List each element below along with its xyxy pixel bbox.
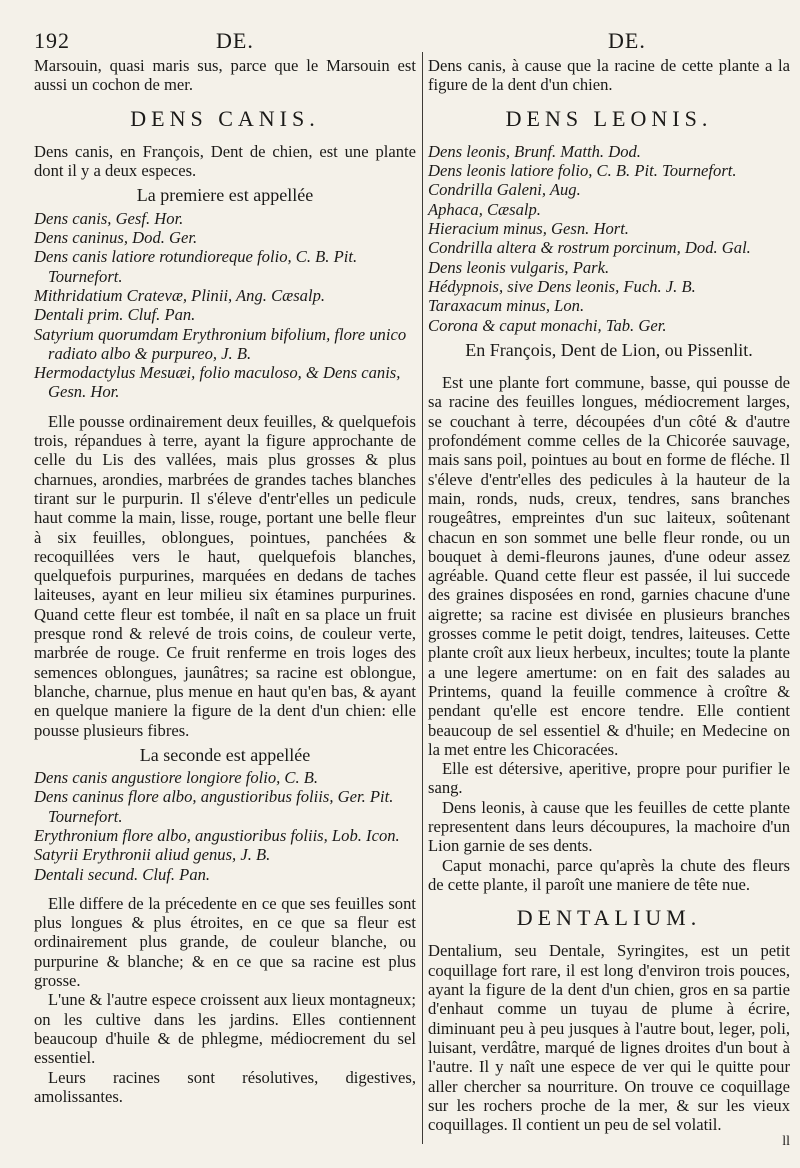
synonym-line: Dens leonis, Brunf. Matth. Dod. bbox=[428, 141, 641, 161]
synonym-line: Satyrii Erythronii aliud genus, J. B. bbox=[34, 845, 271, 865]
synonym-line: Hédypnois, sive Dens leonis, Fuch. J. B. bbox=[428, 276, 696, 296]
synonym-line: Hieracium minus, Gesn. Hort. bbox=[428, 219, 629, 239]
running-head-left: DE. bbox=[216, 28, 254, 53]
synonym-line: Erythronium flore albo, angustioribus foliis, Lob. Icon. bbox=[34, 825, 400, 845]
left-column bbox=[34, 56, 416, 1106]
paragraph: Est une plante fort commune, basse, qui pousse de sa racine des feuilles longues, médiocrement larges, se couchant à terre, découpées d'un côté & d'autre profondément comme celles de la Chicorée sauvage, mais sans poil, pointues au bout en forme de fléche. Il s'éleve d'entr'elles des pedicules à la hauteur de la main, ronds, nuds, creux, tendres, sans branches rougeâtres, empreintes d'un suc laiteux, soûtenant chacun en son sommet une belle fleur ronde, ou un bouquet à demi-fleurons jaunes, d'une odeur assez agréable. Quand cette fleur est passée, il lui succede des graines disposées en rond, garnies chacune d'une aigrette; sa racine est divisée en plusieurs branches grosses comme le petit doigt, tendres, laiteuses. Cette plante croît aux lieux herbeux, incultes; toute la plante a une legere amertume: on en fait des salades au Printems, quand la feuille commence à croître & pendant qu'elle est encore tendre. Elle contient beaucoup de sel essentiel & d'huile; en Medecine on la met entre les Chicoracées. bbox=[428, 373, 790, 759]
spacer bbox=[34, 402, 416, 412]
paragraph: Elle pousse ordinairement deux feuilles, & quelquefois trois, répandues à terre, ayant la figure approchante de celle du Lis des vallées, mais plus grosses & plus charnues, arondies, marbrées de grandes taches blanches tirant sur le purpurin. Il s'éleve d'entr'elles un pedicule haut comme la main, lisse, rouge, portant une belle fleur à six feuilles, oblongues, pointues, panchées & recoquillées vers le haut, quelquefois blanches, quelquefois purpurines, marquées en dedans de taches laiteuses, ayant en leur milieu six étamines purpurines. Quand cette fleur est tombée, il naît en sa place un fruit presque rond & relevé de trois coins, de couleur verte, marbrée de rouge. Ce fruit renferme en trois loges des semences oblongues, jaunâtres; sa racine est oblongue, blanche, charnue, plus menue en haut qu'en bas, & ayant en quelque maniere la figure de la dent d'un chien: elle pousse plusieurs fibres. bbox=[34, 411, 416, 740]
synonym-line: Dens leonis vulgaris, Park. bbox=[428, 257, 610, 277]
synonym-line: Aphaca, Cæsalp. bbox=[428, 199, 541, 219]
synonym-line: Dens caninus flore albo, angustioribus foliis, Ger. Pit. Tournefort. bbox=[34, 787, 394, 826]
section-heading: DENS CANIS. bbox=[130, 105, 320, 131]
spacer bbox=[34, 884, 416, 894]
synonym-line: Dentali secund. Cluf. Pan. bbox=[34, 864, 211, 884]
synonym-line: Taraxacum minus, Lon. bbox=[428, 296, 585, 316]
section-heading: DENTALIUM. bbox=[516, 905, 702, 931]
paragraph: Dentalium, seu Dentale, Syringites, est un petit coquillage fort rare, il est long d'environ trois pouces, ayant la figure de la dent d'un chien, gros en sa partie d'enhaut comme un tuyau de plume à écrire, diminuant peu à peu jusques à l'autre bout, leger, poli, luisant, verdâtre, marqué de lignes droites d'un bout à l'autre. Il y naît une espece de ver qui le quitte pour aller chercher sa nourriture. On trouve ce coquillage sur les rochers proche de la mer, & sur les vieux coquillages. Il contient un peu de sel volatil. bbox=[428, 941, 790, 1135]
paragraph: Dens leonis, à cause que les feuilles de cette plante representent dans leurs découpures, la machoire d'un Lion garnie de ses dents. bbox=[428, 797, 790, 856]
synonym-line: Dens caninus, Dod. Ger. bbox=[34, 228, 198, 248]
column-divider bbox=[422, 52, 423, 1144]
paragraph: Elle est détersive, aperitive, propre pour purifier le sang. bbox=[428, 759, 790, 798]
spacer bbox=[428, 363, 790, 373]
subheading: La seconde est appellée bbox=[139, 744, 311, 765]
paragraph: Marsouin, quasi maris sus, parce que le Marsouin est aussi un cochon de mer. bbox=[34, 56, 416, 95]
paragraph: Dens canis, à cause que la racine de cette plante a la figure de la dent d'un chien. bbox=[428, 56, 790, 95]
running-head-right: DE. bbox=[608, 28, 646, 53]
subheading: La premiere est appellée bbox=[136, 185, 314, 206]
synonym-line: Dentali prim. Cluf. Pan. bbox=[34, 305, 196, 325]
paragraph: Elle differe de la précedente en ce que ses feuilles sont plus longues & plus étroites, en ce que sa fleur est ordinairement plus grande, de couleur blanche, ou purpurine & blanche; & en ce que sa racine est plus grosse. bbox=[34, 893, 416, 991]
synonym-line: Condrilla Galeni, Aug. bbox=[428, 180, 581, 200]
synonym-line: Dens canis, Gesf. Hor. bbox=[34, 208, 184, 228]
synonym-line: Dens canis angustiore longiore folio, C. B. bbox=[34, 768, 319, 788]
paragraph: L'une & l'autre espece croissent aux lieux montagneux; on les cultive dans les jardins. Elles contiennent beaucoup d'huile & de phlegme, médiocrement du sel essentiel. bbox=[34, 990, 416, 1068]
synonym-line: Condrilla altera & rostrum porcinum, Dod. Gal. bbox=[428, 238, 751, 258]
synonym-line: Mithridatium Cratevæ, Plinii, Ang. Cæsalp. bbox=[34, 285, 326, 305]
paragraph: Leurs racines sont résolutives, digestives, amolissantes. bbox=[34, 1067, 416, 1106]
synonym-line: Corona & caput monachi, Tab. Ger. bbox=[428, 315, 667, 335]
synonym-line: Dens leonis latiore folio, C. B. Pit. Tournefort. bbox=[428, 161, 737, 181]
synonym-line: Satyrium quorumdam Erythronium bifolium, flore unico radiato albo & purpureo, J. B. bbox=[34, 324, 407, 363]
paragraph: Caput monachi, parce qu'après la chute des fleurs de cette plante, il paroît une maniere de tête nue. bbox=[428, 855, 790, 894]
right-column bbox=[428, 56, 790, 1134]
paragraph: Dens canis, en François, Dent de chien, est une plante dont il y a deux especes. bbox=[34, 141, 416, 181]
subheading: En François, Dent de Lion, ou Pissenlit. bbox=[465, 339, 753, 360]
page-number: 192 bbox=[34, 28, 70, 53]
synonym-line: Dens canis latiore rotundioreque folio, C. B. Pit. Tournefort. bbox=[34, 247, 358, 286]
signature-mark: ll bbox=[782, 1134, 790, 1149]
synonym-line: Hermodactylus Mesuæi, folio maculoso, & Dens canis, Gesn. Hor. bbox=[34, 363, 401, 402]
section-heading: DENS LEONIS. bbox=[505, 105, 713, 131]
